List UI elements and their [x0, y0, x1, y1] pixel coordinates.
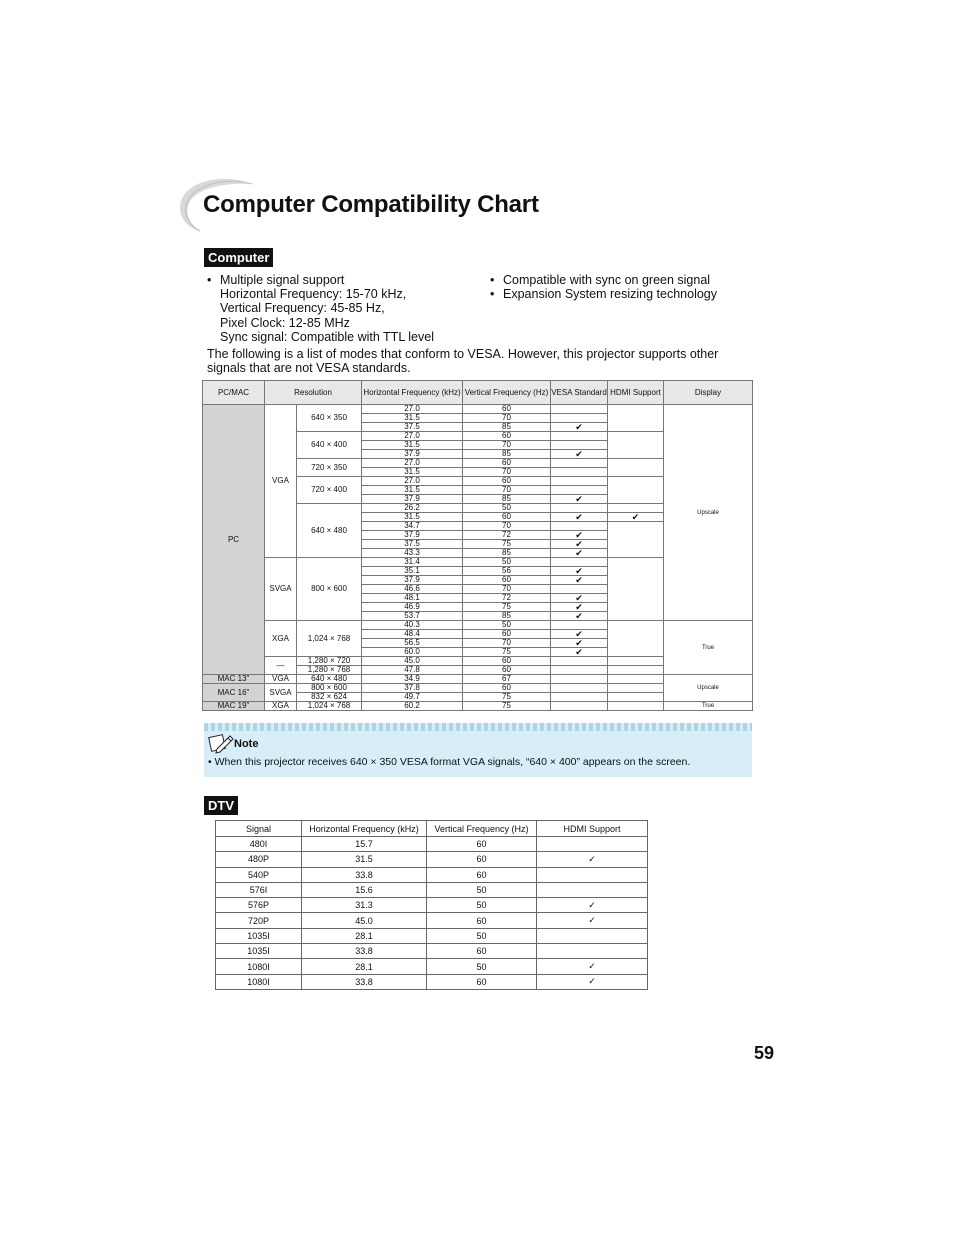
column-header: PC/MAC [203, 381, 265, 405]
hdmi-cell [608, 459, 664, 477]
svga-group-cell: SVGA [265, 684, 297, 702]
h-freq-cell: 48.4 [362, 630, 463, 639]
h-freq-cell: 37.5 [362, 423, 463, 432]
vesa-cell [551, 486, 608, 495]
signal-cell: 720P [216, 913, 302, 928]
signal-cell: 1080I [216, 959, 302, 974]
h-freq-cell: 35.1 [362, 567, 463, 576]
v-freq-cell: 50 [427, 882, 537, 897]
vesa-check-icon: ✔ [551, 450, 608, 459]
resolution-cell: 1,280 × 768 [297, 666, 362, 675]
vesa-check-icon: ✔ [551, 648, 608, 657]
vga-group-cell: VGA [265, 675, 297, 684]
signal-cell: 480P [216, 852, 302, 867]
dtv-compatibility-table [215, 820, 648, 990]
signal-cell: 1035I [216, 928, 302, 943]
vesa-check-icon: ✔ [551, 612, 608, 621]
resolution-cell: 640 × 480 [297, 504, 362, 558]
hdmi-cell [608, 657, 664, 666]
hdmi-cell [537, 837, 648, 852]
v-freq-cell: 70 [463, 585, 551, 594]
v-freq-cell: 70 [463, 468, 551, 477]
vesa-check-icon: ✔ [551, 603, 608, 612]
v-freq-cell: 60 [463, 684, 551, 693]
hdmi-check-icon: ✔ [608, 513, 664, 522]
column-header: HDMI Support [537, 821, 648, 837]
h-freq-cell: 15.7 [302, 837, 427, 852]
signal-cell: 1035I [216, 944, 302, 959]
vesa-check-icon: ✔ [551, 495, 608, 504]
h-freq-cell: 60.2 [362, 702, 463, 711]
hdmi-cell [608, 702, 664, 711]
xga-group-cell: XGA [265, 621, 297, 657]
table-row [216, 959, 648, 974]
vesa-cell [551, 504, 608, 513]
h-freq-cell: 37.8 [362, 684, 463, 693]
resolution-cell: 800 × 600 [297, 684, 362, 693]
h-freq-cell: 60.0 [362, 648, 463, 657]
h-freq-cell: 37.9 [362, 576, 463, 585]
note-border-pattern [204, 723, 752, 731]
v-freq-cell: 85 [463, 612, 551, 621]
v-freq-cell: 75 [463, 540, 551, 549]
signal-cell: 1080I [216, 974, 302, 989]
page-title: Computer Compatibility Chart [203, 191, 539, 218]
vesa-cell [551, 441, 608, 450]
v-freq-cell: 56 [463, 567, 551, 576]
vesa-cell [551, 477, 608, 486]
multiple-signal-support-text: Multiple signal support [220, 273, 345, 287]
hdmi-cell [537, 928, 648, 943]
mac16-label-cell: MAC 16" [203, 684, 265, 702]
h-freq-cell: 47.8 [362, 666, 463, 675]
hdmi-cell [608, 666, 664, 675]
v-freq-cell: 85 [463, 549, 551, 558]
v-freq-cell: 60 [463, 432, 551, 441]
v-freq-cell: 75 [463, 693, 551, 702]
hdmi-check-icon: ✓ [537, 852, 648, 867]
h-freq-cell: 45.0 [302, 913, 427, 928]
h-freq-cell: 33.8 [302, 867, 427, 882]
h-freq-cell: 37.5 [362, 540, 463, 549]
column-header: Horizontal Frequency (kHz) [362, 381, 463, 405]
hdmi-check-icon: ✓ [537, 898, 648, 913]
hdmi-check-icon: ✓ [537, 959, 648, 974]
resolution-cell: 1,280 × 720 [297, 657, 362, 666]
v-freq-cell: 60 [427, 852, 537, 867]
h-freq-cell: 31.5 [362, 441, 463, 450]
table-row [216, 837, 648, 852]
list-item: • Expansion System resizing technology [490, 287, 750, 301]
vesa-check-icon: ✔ [551, 630, 608, 639]
h-freq-cell: 31.5 [302, 852, 427, 867]
h-freq-cell: 31.3 [302, 898, 427, 913]
column-header: Horizontal Frequency (kHz) [302, 821, 427, 837]
mac13-label-cell: MAC 13" [203, 675, 265, 684]
column-header: Resolution [265, 381, 362, 405]
signal-cell: 480I [216, 837, 302, 852]
h-freq-cell: 45.0 [362, 657, 463, 666]
vesa-cell [551, 657, 608, 666]
dtv-section-label: DTV [204, 796, 238, 815]
h-freq-cell: 37.9 [362, 531, 463, 540]
list-item: • Compatible with sync on green signal [490, 273, 750, 287]
v-freq-cell: 60 [463, 666, 551, 675]
resolution-cell: 720 × 400 [297, 477, 362, 504]
vesa-check-icon: ✔ [551, 639, 608, 648]
table-row [216, 944, 648, 959]
table-row [203, 621, 753, 630]
v-freq-cell: 85 [463, 450, 551, 459]
h-freq-cell: 27.0 [362, 459, 463, 468]
h-freq-cell: 56.5 [362, 639, 463, 648]
v-freq-cell: 50 [427, 928, 537, 943]
h-freq-cell: 34.7 [362, 522, 463, 531]
vesa-cell [551, 405, 608, 414]
h-freq-cell: 31.5 [362, 468, 463, 477]
table-row [216, 852, 648, 867]
h-freq-cell: 31.4 [362, 558, 463, 567]
table-header-row [203, 381, 753, 405]
vesa-check-icon: ✔ [551, 531, 608, 540]
vesa-check-icon: ✔ [551, 594, 608, 603]
hdmi-cell [608, 621, 664, 657]
hdmi-cell [608, 504, 664, 513]
spec-line: Vertical Frequency: 45-85 Hz, [220, 301, 385, 316]
h-freq-cell: 15.6 [302, 882, 427, 897]
h-freq-cell: 33.8 [302, 974, 427, 989]
vesa-check-icon: ✔ [551, 540, 608, 549]
h-freq-cell: 31.5 [362, 513, 463, 522]
display-upscale-cell: Upscale [664, 675, 753, 702]
vesa-check-icon: ✔ [551, 423, 608, 432]
h-freq-cell: 46.6 [362, 585, 463, 594]
hdmi-cell [608, 432, 664, 459]
v-freq-cell: 85 [463, 495, 551, 504]
table-row [203, 702, 753, 711]
h-freq-cell: 31.5 [362, 486, 463, 495]
v-freq-cell: 50 [463, 504, 551, 513]
v-freq-cell: 50 [427, 959, 537, 974]
v-freq-cell: 50 [427, 898, 537, 913]
v-freq-cell: 75 [463, 648, 551, 657]
v-freq-cell: 72 [463, 531, 551, 540]
vga-group-cell: VGA [265, 405, 297, 558]
h-freq-cell: 33.8 [302, 944, 427, 959]
resolution-cell: 720 × 350 [297, 459, 362, 477]
hdmi-cell [537, 944, 648, 959]
h-freq-cell: 49.7 [362, 693, 463, 702]
vesa-cell [551, 621, 608, 630]
resolution-cell: 640 × 350 [297, 405, 362, 432]
computer-specs-list-left [207, 273, 477, 344]
v-freq-cell: 50 [463, 558, 551, 567]
h-freq-cell: 43.3 [362, 549, 463, 558]
v-freq-cell: 60 [463, 657, 551, 666]
hdmi-cell [537, 867, 648, 882]
display-upscale-cell: Upscale [664, 405, 753, 621]
h-freq-cell: 46.9 [362, 603, 463, 612]
resolution-cell: 1,024 × 768 [297, 621, 362, 657]
table-row [216, 882, 648, 897]
hdmi-cell [608, 522, 664, 558]
note-label: Note [234, 738, 259, 750]
v-freq-cell: 70 [463, 486, 551, 495]
h-freq-cell: 27.0 [362, 477, 463, 486]
v-freq-cell: 70 [463, 441, 551, 450]
list-item [207, 273, 477, 344]
vesa-cell [551, 684, 608, 693]
xga-group-cell: XGA [265, 702, 297, 711]
vesa-cell [551, 432, 608, 441]
v-freq-cell: 60 [427, 974, 537, 989]
h-freq-cell: 26.2 [362, 504, 463, 513]
vesa-cell [551, 693, 608, 702]
h-freq-cell: 48.1 [362, 594, 463, 603]
h-freq-cell: 53.7 [362, 612, 463, 621]
spec-line: Horizontal Frequency: 15-70 kHz, [220, 287, 407, 302]
display-true-cell: True [664, 621, 753, 675]
table-row [203, 675, 753, 684]
vesa-check-icon: ✔ [551, 513, 608, 522]
table-header-row [216, 821, 648, 837]
hdmi-cell [608, 405, 664, 432]
h-freq-cell: 28.1 [302, 959, 427, 974]
table-row [216, 974, 648, 989]
vesa-intro-paragraph: The following is a list of modes that conform to VESA. However, this projector supports other signals that are not VESA standards. [207, 347, 719, 376]
h-freq-cell: 28.1 [302, 928, 427, 943]
note-text: • When this projector receives 640 × 350 VESA format VGA signals, “640 × 400” appears on the screen. [208, 756, 691, 768]
display-true-cell: True [664, 702, 753, 711]
vesa-cell [551, 522, 608, 531]
spec-line: Sync signal: Compatible with TTL level [220, 329, 434, 344]
vesa-check-icon: ✔ [551, 576, 608, 585]
h-freq-cell: 34.9 [362, 675, 463, 684]
hdmi-cell [608, 477, 664, 504]
v-freq-cell: 60 [463, 459, 551, 468]
v-freq-cell: 60 [427, 944, 537, 959]
v-freq-cell: 70 [463, 522, 551, 531]
hdmi-cell [608, 675, 664, 684]
vesa-cell [551, 414, 608, 423]
resolution-cell: 640 × 480 [297, 675, 362, 684]
h-freq-cell: 27.0 [362, 405, 463, 414]
resolution-cell: 640 × 400 [297, 432, 362, 459]
v-freq-cell: 60 [463, 513, 551, 522]
vesa-cell [551, 675, 608, 684]
signal-cell: 540P [216, 867, 302, 882]
hdmi-check-icon: ✓ [537, 974, 648, 989]
vesa-cell [551, 666, 608, 675]
hdmi-cell [608, 684, 664, 693]
vesa-cell [551, 558, 608, 567]
vesa-cell [551, 459, 608, 468]
v-freq-cell: 70 [463, 414, 551, 423]
hdmi-check-icon: ✓ [537, 913, 648, 928]
v-freq-cell: 60 [427, 867, 537, 882]
v-freq-cell: 75 [463, 603, 551, 612]
v-freq-cell: 50 [463, 621, 551, 630]
v-freq-cell: 75 [463, 702, 551, 711]
vesa-cell [551, 468, 608, 477]
v-freq-cell: 85 [463, 423, 551, 432]
column-header: Signal [216, 821, 302, 837]
v-freq-cell: 60 [463, 576, 551, 585]
v-freq-cell: 60 [463, 630, 551, 639]
v-freq-cell: 60 [463, 477, 551, 486]
signal-cell: 576I [216, 882, 302, 897]
mac19-label-cell: MAC 19" [203, 702, 265, 711]
pc-compatibility-table [202, 380, 753, 711]
v-freq-cell: 67 [463, 675, 551, 684]
table-row [216, 898, 648, 913]
vesa-check-icon: ✔ [551, 549, 608, 558]
hdmi-cell [537, 882, 648, 897]
dash-group-cell: — [265, 657, 297, 675]
h-freq-cell: 37.9 [362, 495, 463, 504]
computer-section-label: Computer [204, 248, 273, 267]
table-row [203, 405, 753, 414]
hdmi-cell [608, 558, 664, 621]
table-row [216, 867, 648, 882]
column-header: Vertical Frequency (Hz) [463, 381, 551, 405]
column-header: HDMI Support [608, 381, 664, 405]
pc-group-cell: PC [203, 405, 265, 675]
v-freq-cell: 60 [463, 405, 551, 414]
h-freq-cell: 37.9 [362, 450, 463, 459]
svga-group-cell: SVGA [265, 558, 297, 621]
hdmi-cell [608, 693, 664, 702]
v-freq-cell: 72 [463, 594, 551, 603]
table-row [216, 928, 648, 943]
v-freq-cell: 60 [427, 913, 537, 928]
page-number: 59 [754, 1043, 775, 1063]
v-freq-cell: 70 [463, 639, 551, 648]
signal-cell: 576P [216, 898, 302, 913]
table-row [216, 913, 648, 928]
vesa-check-icon: ✔ [551, 567, 608, 576]
computer-specs-list-right [490, 273, 750, 301]
note-box [204, 723, 752, 777]
vesa-cell [551, 702, 608, 711]
h-freq-cell: 31.5 [362, 414, 463, 423]
resolution-cell: 832 × 624 [297, 693, 362, 702]
resolution-cell: 1,024 × 768 [297, 702, 362, 711]
spec-line: Pixel Clock: 12-85 MHz [220, 315, 350, 330]
h-freq-cell: 27.0 [362, 432, 463, 441]
column-header: VESA Standard [551, 381, 608, 405]
pencil-note-icon [208, 732, 234, 754]
resolution-cell: 800 × 600 [297, 558, 362, 621]
h-freq-cell: 40.3 [362, 621, 463, 630]
v-freq-cell: 60 [427, 837, 537, 852]
column-header: Display [664, 381, 753, 405]
vesa-cell [551, 585, 608, 594]
column-header: Vertical Frequency (Hz) [427, 821, 537, 837]
